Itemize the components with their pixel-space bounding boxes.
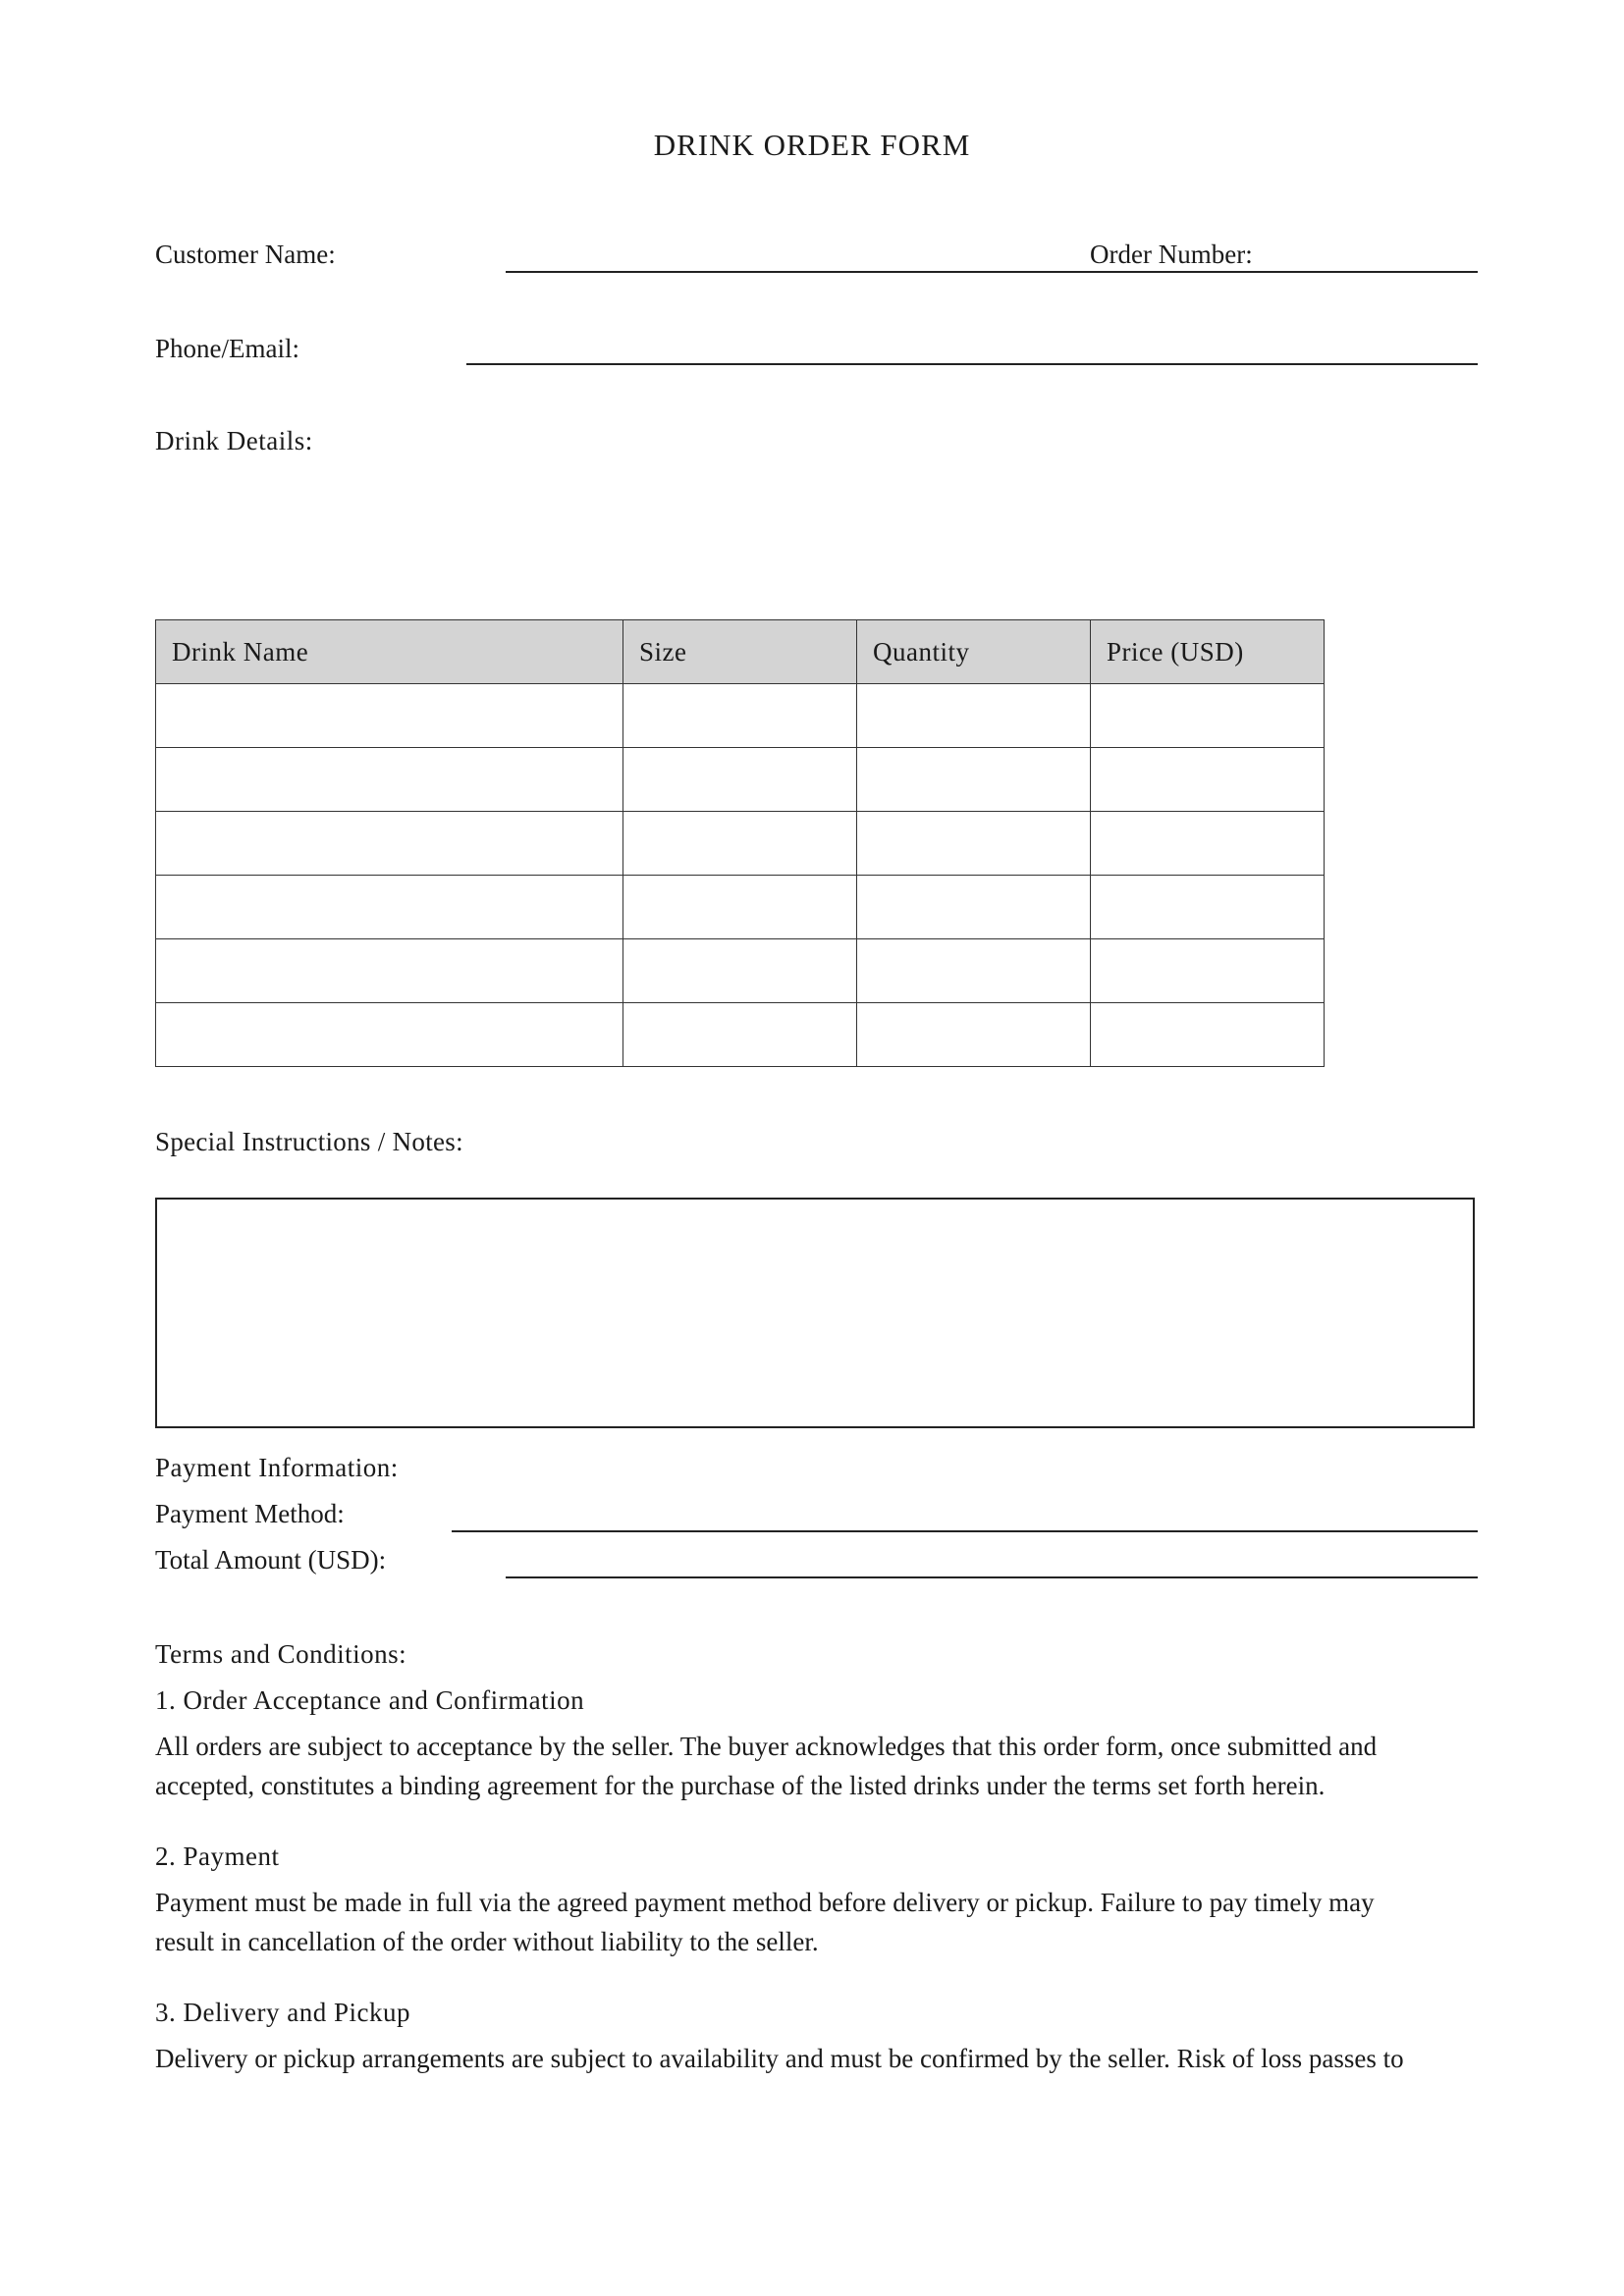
terms-section-title: 2. Payment [155, 1842, 280, 1871]
total-amount-label: Total Amount (USD): [155, 1545, 387, 1575]
drink-details-heading: Drink Details: [155, 426, 313, 455]
terms-section-line: result in cancellation of the order without liability to the seller. [155, 1927, 819, 1956]
quantity-cell[interactable] [857, 748, 1091, 812]
table-header-row [156, 620, 1325, 684]
notes-heading: Special Instructions / Notes: [155, 1127, 463, 1156]
table-row [156, 939, 1325, 1003]
size-cell[interactable] [623, 748, 857, 812]
payment-method-field[interactable] [452, 1530, 1478, 1532]
size-cell[interactable] [623, 812, 857, 876]
price-cell[interactable] [1091, 748, 1325, 812]
drink-name-cell[interactable] [156, 1003, 623, 1067]
column-header-price: Price (USD) [1091, 620, 1325, 684]
drink-details-table [155, 619, 1325, 1067]
total-amount-field[interactable] [506, 1576, 1478, 1578]
terms-heading: Terms and Conditions: [155, 1639, 407, 1669]
column-header-size: Size [623, 620, 857, 684]
order-number-field[interactable] [1085, 271, 1478, 273]
quantity-cell[interactable] [857, 684, 1091, 748]
payment-heading: Payment Information: [155, 1453, 399, 1482]
phone-email-field[interactable] [466, 363, 1478, 365]
column-header-quantity: Quantity [857, 620, 1091, 684]
page-title: DRINK ORDER FORM [653, 128, 971, 162]
customer-name-label: Customer Name: [155, 240, 336, 269]
price-cell[interactable] [1091, 939, 1325, 1003]
order-number-label: Order Number: [1090, 240, 1253, 269]
price-cell[interactable] [1091, 684, 1325, 748]
terms-section-title: 1. Order Acceptance and Confirmation [155, 1685, 585, 1715]
price-cell[interactable] [1091, 876, 1325, 939]
table-row [156, 684, 1325, 748]
column-header-drink-name: Drink Name [156, 620, 623, 684]
terms-section-line: Delivery or pickup arrangements are subject to availability and must be confirmed by the seller. Risk of loss passes to [155, 2044, 1404, 2073]
price-cell[interactable] [1091, 812, 1325, 876]
payment-method-label: Payment Method: [155, 1499, 345, 1528]
terms-section-title: 3. Delivery and Pickup [155, 1998, 410, 2027]
phone-email-label: Phone/Email: [155, 334, 299, 363]
drink-name-cell[interactable] [156, 748, 623, 812]
size-cell[interactable] [623, 939, 857, 1003]
size-cell[interactable] [623, 876, 857, 939]
size-cell[interactable] [623, 1003, 857, 1067]
terms-section-line: Payment must be made in full via the agreed payment method before delivery or pickup. Failure to pay timely may [155, 1888, 1375, 1917]
table-row [156, 876, 1325, 939]
quantity-cell[interactable] [857, 1003, 1091, 1067]
quantity-cell[interactable] [857, 939, 1091, 1003]
terms-section-line: All orders are subject to acceptance by the seller. The buyer acknowledges that this order form, once submitted and [155, 1732, 1378, 1761]
drink-name-cell[interactable] [156, 684, 623, 748]
table-row [156, 1003, 1325, 1067]
quantity-cell[interactable] [857, 812, 1091, 876]
customer-name-field[interactable] [506, 271, 1085, 273]
price-cell[interactable] [1091, 1003, 1325, 1067]
drink-name-cell[interactable] [156, 812, 623, 876]
drink-name-cell[interactable] [156, 876, 623, 939]
quantity-cell[interactable] [857, 876, 1091, 939]
terms-section-line: accepted, constitutes a binding agreement for the purchase of the listed drinks under the terms set forth herein. [155, 1771, 1326, 1800]
table-row [156, 812, 1325, 876]
notes-textarea[interactable] [155, 1198, 1475, 1428]
drink-name-cell[interactable] [156, 939, 623, 1003]
size-cell[interactable] [623, 684, 857, 748]
table-row [156, 748, 1325, 812]
